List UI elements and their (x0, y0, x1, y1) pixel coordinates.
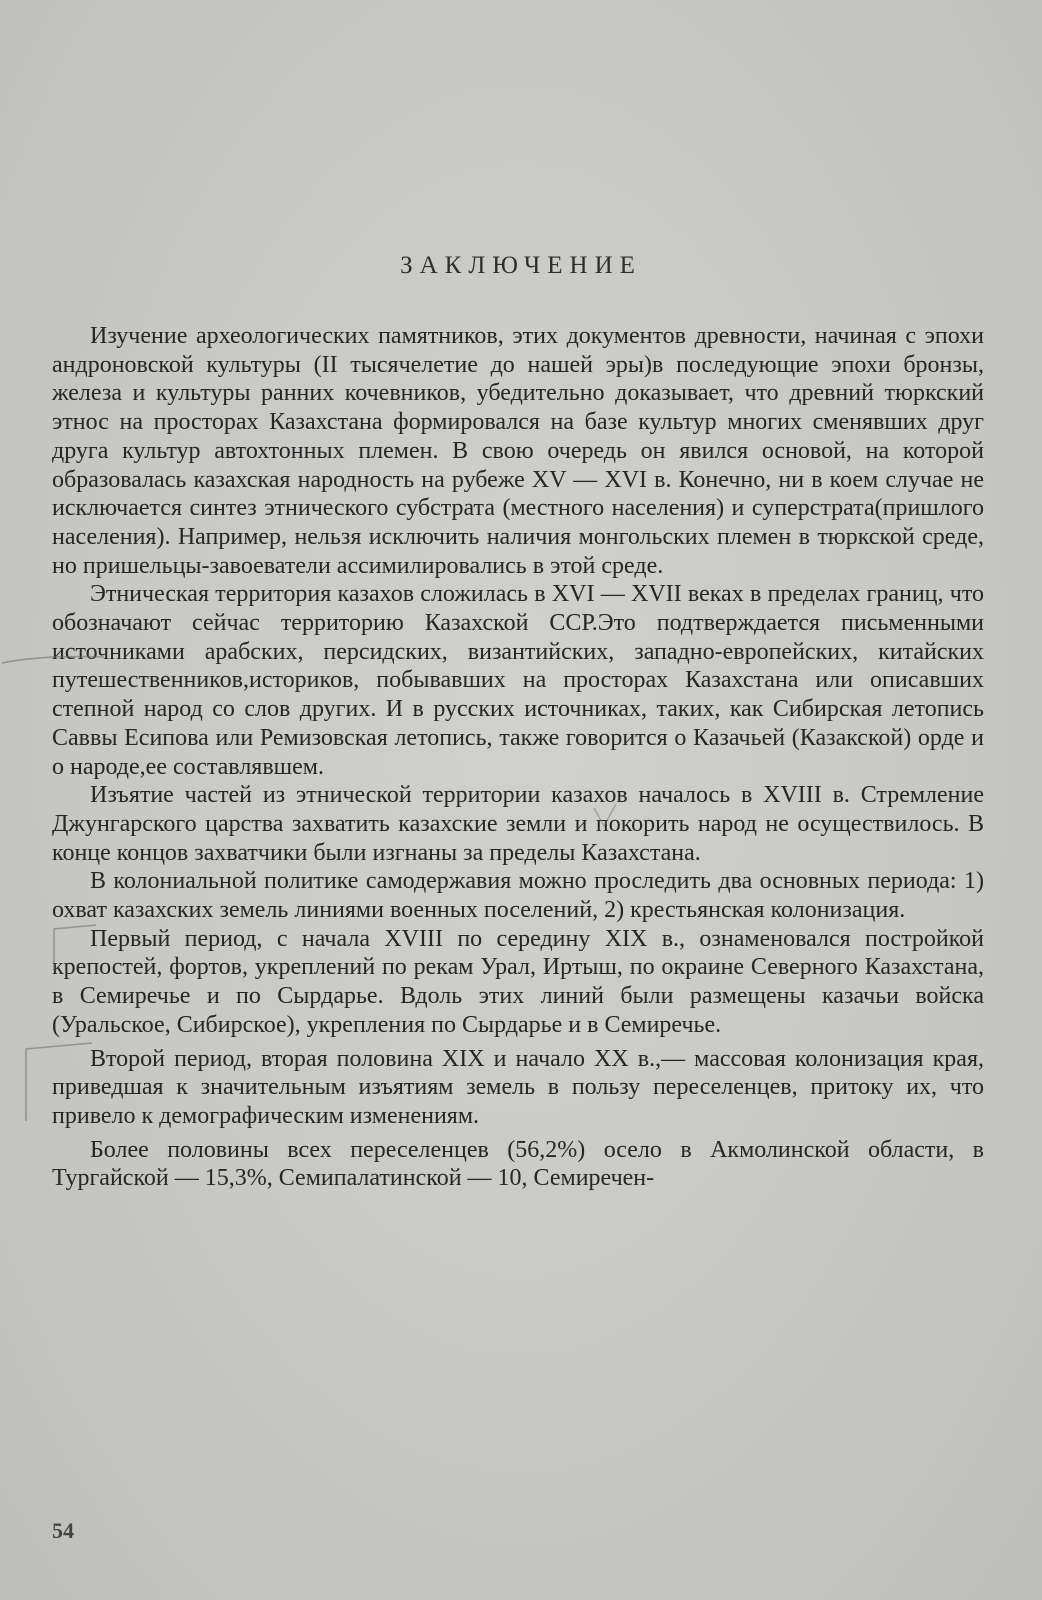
body-text (52, 322, 984, 1193)
paragraph-5: Первый период, с начала XVIII по середину XIX в., ознаменовался постройкой крепостей, фортов, укреплений по рекам Урал, Иртыш, по окраине Северного Казахстана, в Семиречье и по Сырдарье. Вдоль этих линий были размещены казачьи войска (Уральское, Сибирское), укрепления по Сырдарье и в Семиречье. (52, 925, 984, 1038)
paragraph-2: Этническая территория казахов сложилась в XVI — XVII веках в пределах границ, что обозначают сейчас территорию Казахской ССР.Это подтверждается письменными источниками арабских, персидских, византийских, западно-европейских, китайских путешественников,историков, побывавших на просторах Казахстана или описавших степной народ со слов других. И в русских источниках, таких, как Сибирская летопись Саввы Есипова или Ремизовская летопись, также говорится о Казачьей (Казакской) орде и о народе,ее составлявшем. (52, 581, 984, 780)
chapter-title: ЗАКЛЮЧЕНИЕ (400, 252, 642, 279)
paragraph-7: Более половины всех переселенцев (56,2%) осело в Акмолинской области, в Тургайской — 15,3%, Семипалатинской — 10, Семиречен- (52, 1136, 984, 1192)
paragraph-6: Второй период, вторая половина XIX и начало XX в.,— массовая колонизация края, приведшая к значительным изъятиям земель в пользу переселенцев, притоку их, что привело к демографическим изменениям. (52, 1045, 984, 1129)
paragraph-3: Изъятие частей из этнической территории казахов началось в XVIII в. Стремление Джунгарского царства захватить казахские земли и покорить народ не осуществилось. В конце концов захватчики были изгнаны за пределы Казахстана. (52, 782, 984, 866)
paragraph-1: Изучение археологических памятников, этих документов древности, начиная с эпохи андроновской культуры (II тысячелетие до нашей эры)в последующие эпохи бронзы, железа и культуры ранних кочевников, убедительно доказывает, что древний тюркский этнос на просторах Казахстана формировался на базе культур многих сменявших друг друга культур автохтонных племен. В свою очередь он явился основой, на которой образовалась казахская народность на рубеже XV — XVI в. Конечно, ни в коем случае не исключается синтез этнического субстрата (местного населения) и суперстрата(пришлого населения). Например, нельзя исключить наличия монгольских племен в тюркской среде, но пришельцы-завоеватели ассимилировались в этой среде. (52, 323, 984, 579)
paragraph-4: В колониальной политике самодержавия можно проследить два основных периода: 1) охват казахских земель линиями военных поселений, 2) крестьянская колонизация. (52, 868, 984, 924)
page-number: 54 (52, 1518, 74, 1543)
